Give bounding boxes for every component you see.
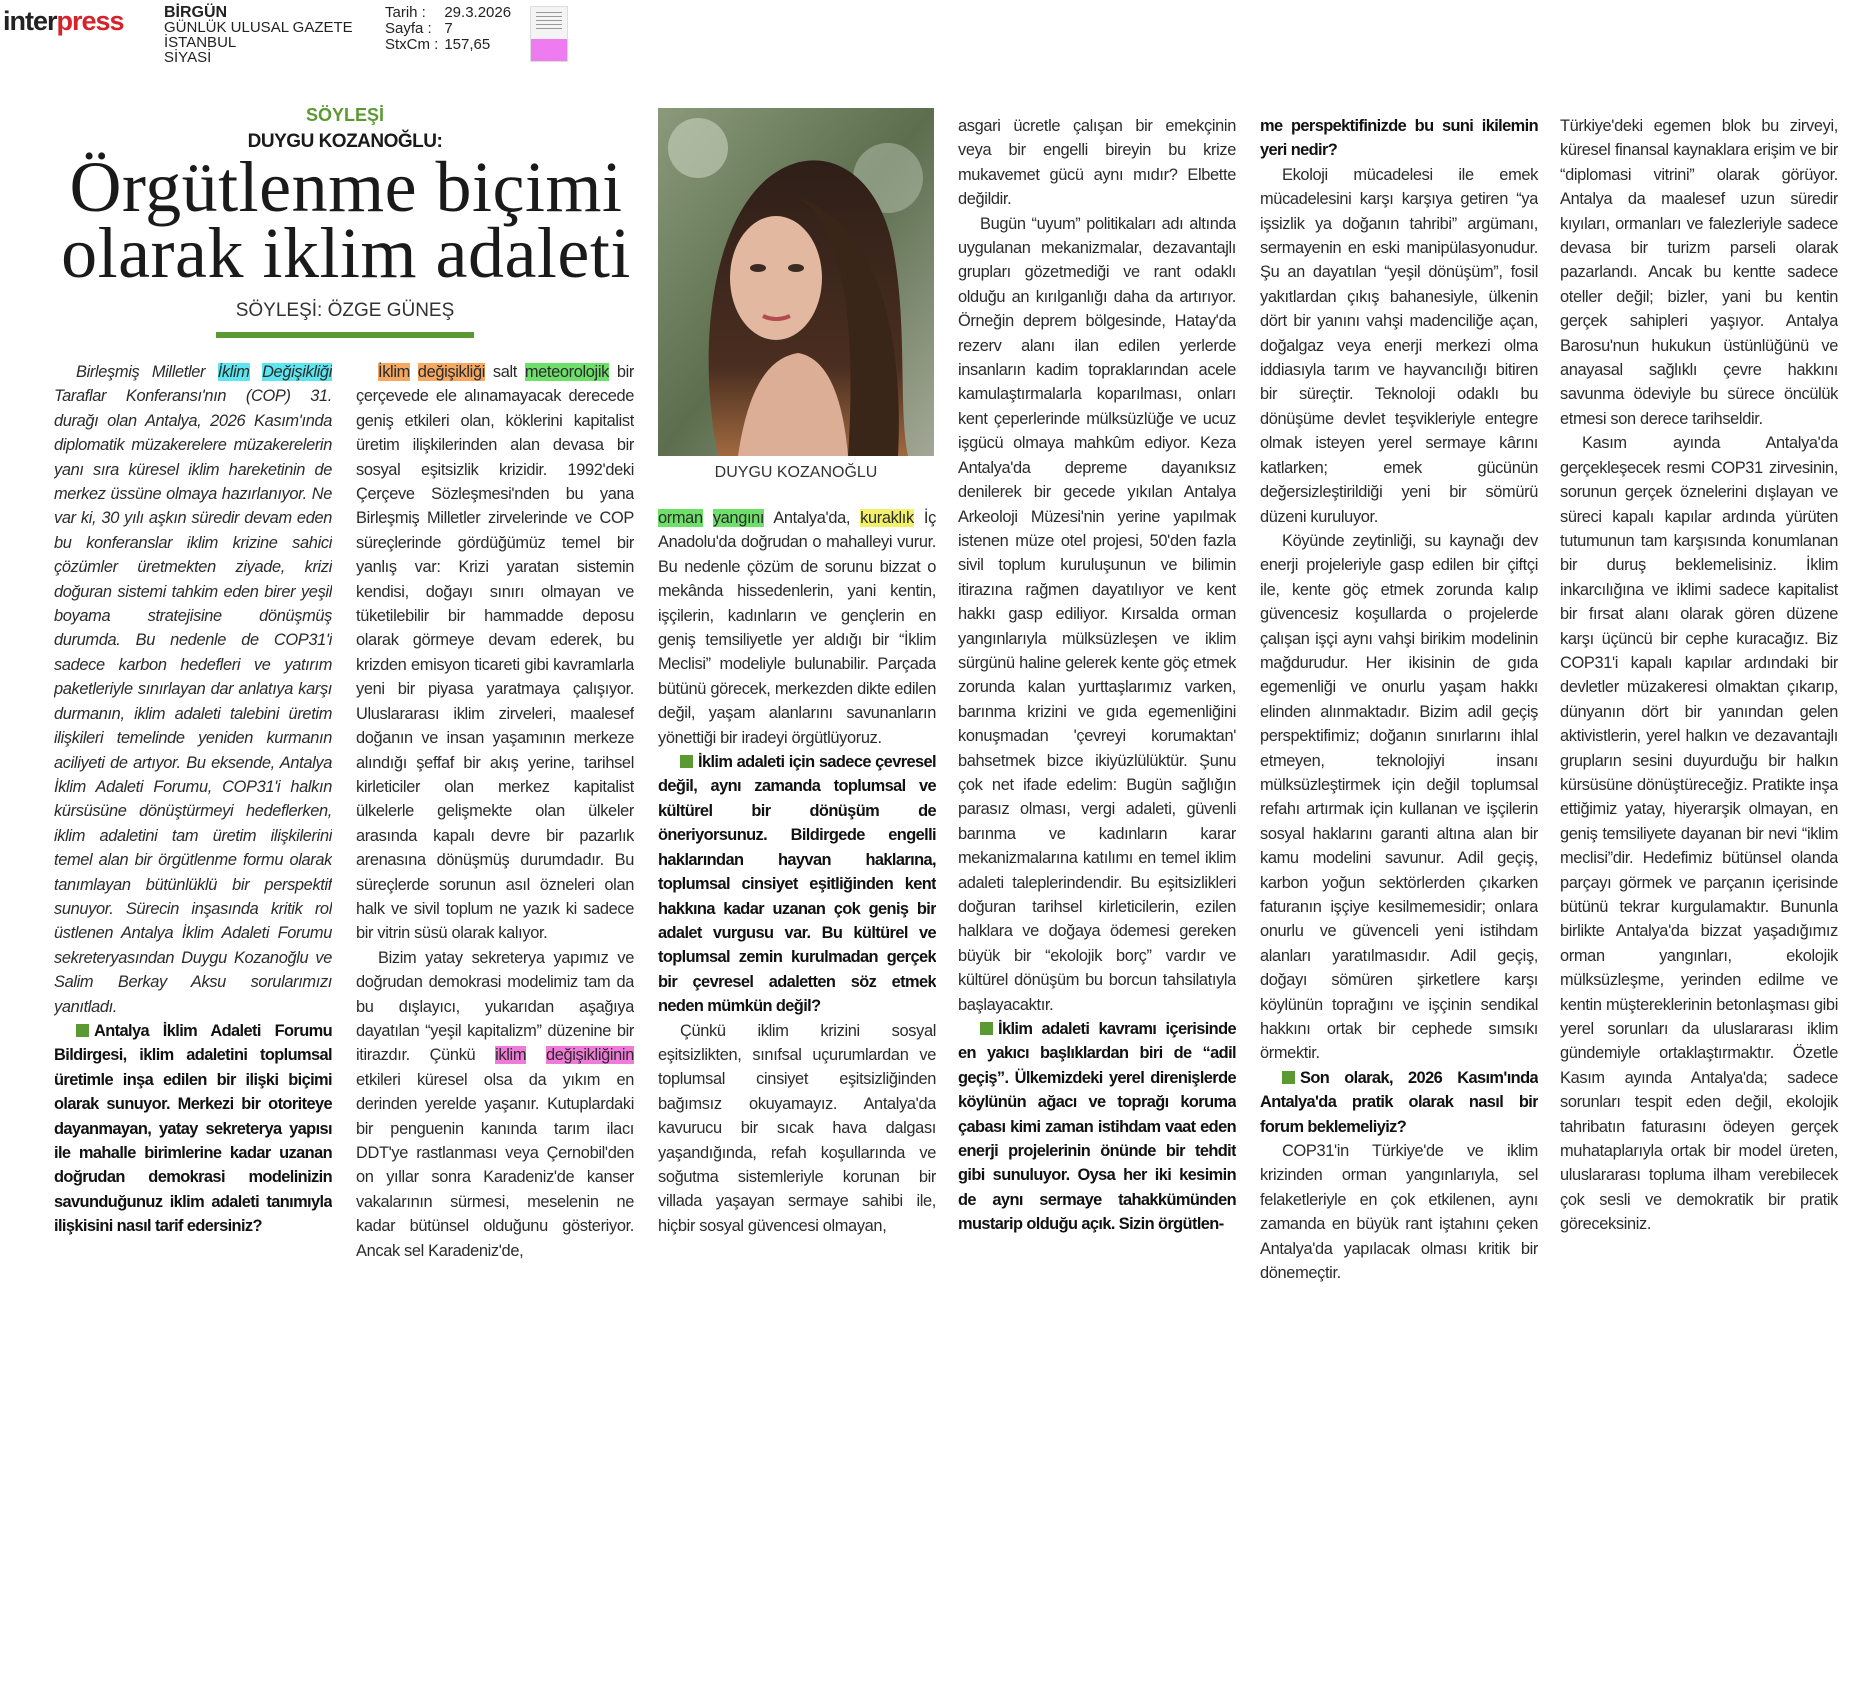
thumbnail-highlight xyxy=(531,39,567,61)
text-run xyxy=(526,1046,546,1064)
highlighted-term: Değişikliği xyxy=(262,363,332,381)
text-run: Bugün “uyum” politikaları adı altında uygulanan mekanizmalar, dezavantajlı grupları gözetmediği ve rant odaklı olduğu an kırılganlığı daha da artırıyor. Örneğin deprem bölgesinde, Hatay'da rezerv alanı ilan edilen yerlerde insanların kadim topraklarından acele kamulaştırmalarla koparılması, onları kent çeperlerinde mülksüzlüğe ve ucuz işgücü olmaya mahkûm ediyor. Keza Antalya'da depreme dayanıksız denilerek bir gecede yıkılan Antalya Arkeoloji Müzesi'nin yerine yapılmak istenen müze otel projesi, 50'den fazla sivil toplum kuruluşunun ve bilimin itirazına rağmen dayatılıyor ve kent hakkı gasp ediliyor. Kırsalda orman yangınlarıyla mülksüzleşen ve iklim sürgünü haline gelerek kente göç etmek zorunda kalan yurttaşlarımız varken, barınma krizini ve gıda egemenliğini konuşmadan 'çevreyi korumaktan' bahsetmek bizce ikiyüzlülüktür. Şunu çok net ifade edelim: Bugün sağlığın parasız olması, vergi adaleti, güvenli barınma ve kadınların karar mekanizmalarına katılımı en temel iklim adaleti taleplerindendir. Bu eşitsizlikleri doğuran tarihsel kirleticilerin, ezilen halklara ve doğaya ödemesi gereken büyük bir “ekolojik borç” vardır ve kültürel dönüşüm bu borcun tahsilatıyla başlayacaktır. xyxy=(958,214,1236,1014)
thumbnail-text-lines xyxy=(536,12,562,30)
text-run: Birleşmiş Milletler xyxy=(76,363,218,381)
highlighted-term: İklim xyxy=(378,363,410,381)
text-run: Türkiye'deki egemen blok bu zirveyi, küresel finansal kaynaklara erişim ve bir “diplomasi vitrini” olarak görüyor. Antalya da maalesef uzun süredir kıyıları, ormanları ve falezleriyle sadece devasa bir turizm parseli olarak pazarlandı. Ancak bu kentte sadece oteller değil; bizler, yani bu kentin gerçek sahipleri yaşıyor. Antalya Barosu'nun hukukun üstünlüğünü ve anayasal sağlıklı çevre hakkını savunma ödeviyle bu sürece öncülük etmesi son derece tarihseldir. xyxy=(1560,117,1838,428)
text-run: Taraflar Konferansı'nın (COP) 31. durağı olan Antalya, 2026 Kasım'ında diplomatik müzakerelere müzakerelerin yanı sıra küresel iklim hareketinin de merkez üssüne olmaya hazırlanıyor. Ne var ki, 30 yılı aşkın süredir devam eden bu konferanslar iklim krizine sahici çözümler üretmekten ziyade, krizi doğuran sistemi tahkim eden birer yeşil boyama stratejisine dönüşmüş durumda. Bu nedenle de COP31'i sadece karbon hedefleri ve yatırım paketleriyle sınırlayan dar anlatıya karşı durmanın, iklim adaleti talebini üretim ilişkileri temelinde yeniden kurmanın aciliyeti de artıyor. Bu eksende, Antalya İklim Adaleti Forumu, COP31'i halkın kürsüsüne dönüştürmeyi hedeflerken, iklim adaletini tam üretim ilişkilerini temel alan bir örgütlenme formu olarak tanımlayan bütünlüklü bir perspektif sunuyor. Sürecin inşasında kritik rol üstlenen Antalya İklim Adaleti Forumu sekreteryasından Duygu Kozanoğlu ve Salim Berkay Aksu sorularımızı yanıtladı. xyxy=(54,387,332,1016)
paragraph xyxy=(1560,431,1838,1236)
paragraph xyxy=(1260,529,1538,1066)
meta-label: StxCm : xyxy=(385,36,439,53)
text-run: asgari ücretle çalışan bir emekçinin veya bir engelli bireyin bu krize mukavemet gücü aynı mıdır? Elbette değildir. xyxy=(958,117,1236,209)
interviewee-name: DUYGU KOZANOĞLU: xyxy=(247,131,443,152)
text-run: Antalya'da, xyxy=(764,509,861,527)
paragraph xyxy=(658,1019,936,1239)
portrait-photo xyxy=(658,108,934,456)
question-marker-icon xyxy=(680,755,693,768)
paragraph xyxy=(958,114,1236,212)
logo-text-2: press xyxy=(56,6,124,36)
page-thumbnail[interactable] xyxy=(530,6,568,62)
text-run: İklim adaleti kavramı içerisinde en yakıcı başlıklardan biri de “adil geçiş”. Ülkemizdeki yerel direnişlerde köylünün ağacı ve toprağı koruma çabası kimi zaman istihdam vaat eden enerji projelerinin önünde bir tehdit gibi sunuluyor. Oysa her iki kesimin de aynı sermaye tahakkümünden mustarip olduğu açık. Sizin örgütlen- xyxy=(958,1020,1236,1234)
clip-meta xyxy=(385,5,517,53)
meta-label: Sayfa : xyxy=(385,20,432,37)
article-column-3 xyxy=(658,506,936,1687)
text-run: Ekoloji mücadelesi ile emek mücadelesini karşı karşıya getiren “ya işsizlik ya doğanın tahribi” argümanı, sermayenin en eski manipülasyonudur. Şu an dayatılan “yeşil dönüşüm”, fosil yakıtlardan çıkış bahanesiyle, ülkenin dört bir yanını vahşi madenciliğe açan, doğalgaz veya enerji merkezi olma iddiasıyla tarım ve hayvancılığı bitiren bir süreçtir. Teknoloji odaklı bu dönüşüme devlet teşvikleriyle entegre olmak isteyen yerel sermaye kârını katlarken; emek gücünün değersizleştirildiği yeni bir sömürü düzeni kuruluyor. xyxy=(1260,165,1538,526)
byline: SÖYLEŞİ: ÖZGE GÜNEŞ xyxy=(235,300,455,321)
green-rule xyxy=(216,332,474,338)
article-column-6 xyxy=(1560,114,1838,1295)
meta-value: 7 xyxy=(444,20,453,37)
publication-name: BİRGÜN xyxy=(164,4,228,21)
meta-stxcm xyxy=(385,37,517,53)
paragraph xyxy=(356,946,634,1263)
interpress-logo xyxy=(3,6,124,37)
meta-value: 29.3.2026 xyxy=(444,4,512,21)
text-run: Son olarak, 2026 Kasım'ında Antalya'da pratik olarak nasıl bir forum beklemeliyiz? xyxy=(1260,1068,1538,1136)
meta-date xyxy=(385,5,517,21)
question-marker-icon xyxy=(980,1022,993,1035)
text-run xyxy=(703,509,713,527)
logo-text-1: inter xyxy=(3,6,57,36)
highlighted-term: orman xyxy=(658,509,703,527)
highlighted-term: değişikliğinin xyxy=(545,1046,634,1065)
highlighted-term: değişikliği xyxy=(417,363,486,381)
interview-question xyxy=(658,750,936,1018)
paragraph xyxy=(1260,163,1538,529)
publication-city: İSTANBUL xyxy=(164,34,237,51)
text-run: Bizim yatay sekreterya yapımız ve doğrudan demokrasi modelimiz tam da bu dışlayıcı, yukarıdan aşağıya dayatılan “yeşil kapitalizm” düzenine bir itirazdır. Çünkü xyxy=(356,948,634,1065)
article-column-4 xyxy=(958,114,1236,1295)
paragraph xyxy=(958,212,1236,1017)
highlighted-term: İklim xyxy=(217,363,250,381)
publication-category: SİYASİ xyxy=(164,49,212,66)
text-run: salt xyxy=(485,363,525,381)
text-run: me perspektifinizde bu suni ikilemin yeri nedir? xyxy=(1260,117,1538,160)
text-run: İklim adaleti için sadece çevresel değil, aynı zamanda toplumsal ve kültürel bir dönüşüm de öneriyorsunuz. Bildirgede engelli haklarından hayvan haklarına, toplumsal cinsiyet eşitliğinden kent hakkına kadar uzanan çok geniş bir adalet vurgusu var. Bu kültürel ve toplumsal zemin kurulmadan gerçek bir çevresel adaletten söz etmek neden mümkün değil? xyxy=(658,753,936,1016)
paragraph xyxy=(658,506,936,750)
meta-label: Tarih : xyxy=(385,4,426,21)
paragraph xyxy=(1260,1139,1538,1285)
text-run: Antalya İklim Adaleti Forumu Bildirgesi, iklim adaletini toplumsal üretimle inşa edilen bir ilişki biçimi olarak sunuyor. Merkezi bir otoriteye dayanmayan, yatay sekreterya yapısı ile mahalle birimlerine kadar uzanan doğrudan demokrasi modelinizin savunduğunuz iklim adaleti tanımıyla ilişkisini nasıl tarif edersiniz? xyxy=(54,1021,332,1236)
article-column-5 xyxy=(1260,114,1538,1295)
article-column-2 xyxy=(356,360,634,1541)
text-run: etkileri küresel olsa da yıkım en derinden yerelde yaşanır. Kutuplardaki bir penguenin kanında tarım ilacı DDT'ye rastlanması veya Çernobil'den on yıllar sonra Karadeniz'de kanser vakalarının sürmesi, meselenin ne kadar bütünsel olduğunu gösteriyor. Ancak sel Karadeniz'de, xyxy=(356,1070,634,1260)
headline-line-1: Örgütlenme biçimi xyxy=(69,147,623,227)
interview-question xyxy=(54,1019,332,1239)
text-run: COP31'in Türkiye'de ve iklim krizinden orman yangınlarıyla, sel felaketleriyle en çok etkilenen, aynı zamanda en büyük rant iştahını çeken Antalya'da yapılacak olması kritik bir dönemeçtir. xyxy=(1260,1142,1538,1283)
question-marker-icon xyxy=(76,1024,89,1037)
publication-type: GÜNLÜK ULUSAL GAZETE xyxy=(164,19,353,36)
highlighted-term: iklim xyxy=(495,1046,527,1065)
interview-question xyxy=(1260,1066,1538,1139)
meta-value: 157,65 xyxy=(444,36,491,53)
meta-page xyxy=(385,21,517,37)
question-marker-icon xyxy=(1282,1071,1295,1084)
publication-info xyxy=(164,5,353,65)
text-run xyxy=(250,363,263,381)
text-run: Çünkü iklim krizini sosyal eşitsizlikten, sınıfsal uçurumlardan ve toplumsal cinsiyet eşitsizliğinden bağımsız okuyamayız. Antalya'da kavurucu bir sıcak hava dalgası yaşandığında, refah koşullarında ve soğutma sistemleriyle korunan bir villada yaşayan sermaye sahibi ile, hiçbir sosyal güvencesi olmayan, xyxy=(658,1021,936,1235)
interview-question xyxy=(1260,114,1538,163)
paragraph xyxy=(1560,114,1838,431)
photo-caption: DUYGU KOZANOĞLU xyxy=(714,464,878,481)
headline-line-2: olarak iklim adaleti xyxy=(61,213,631,293)
text-run: İç Anadolu'da doğrudan o mahalleyi vurur. Bu nedenle çözüm de sorunu bizzat o mekânda hissedenlerin, yani kentin, işçilerin, kadınların ve gençlerin en geniş temsiliyetle yer aldığı bir “İklim Meclisi” modeliyle bulunabilir. Parçada bütünü görecek, merkezden dikte edilen değil, yaşam alanlarını savunanların yönettiği bir iradeyi örgütlüyoruz. xyxy=(658,509,936,747)
interview-question xyxy=(958,1017,1236,1237)
article-column-1 xyxy=(54,360,332,1541)
kicker: SÖYLEŞİ xyxy=(305,105,385,125)
text-run xyxy=(410,363,418,381)
text-run: Köyünde zeytinliği, su kaynağı dev enerji projeleriyle gasp edilen bir çiftçi ile, kente göç etmek zorunda kalıp güvencesiz koşullarda o projelerde çalışan işçi aynı vahşi birikim modelinin mağdurudur. Her ikisinin de gıda egemenliği ve onurlu yaşam hakkı elinden alınmaktadır. Bizim adil geçiş perspektifimiz; doğanın sınırlarını ihlal etmeyen, teknolojiyi insanı mülksüzleştirmek için değil toplumsal refahı artırmak için kullanan ve işçilerin sosyal haklarını garanti altına alan bir kamu modelini savunur. Adil geçiş, karbon yoğun sektörlerden çıkarken faturanın işçiye kesilmemesidir; onlara onurlu ve güvenceli yeni istihdam alanları yaratılmasıdır. Adil geçiş, doğayı sömüren şirketlere karşı köylünün toprağını ve işçinin sendikal hakkını ortak bir cephede sımsıkı örmektir. xyxy=(1260,531,1538,1063)
highlighted-term: meteorolojik xyxy=(524,363,609,381)
highlighted-term: kuraklık xyxy=(860,509,914,527)
text-run: Kasım ayında Antalya'da gerçekleşecek resmi COP31 zirvesinin, sorunun gerçek öznelerini dışlayan ve süreci kapalı kapılar ardında yürüten tutumunun tam karşısında konumlanan bir duruş beklemelisiniz. İklim inkarcılığına ve iklimi sadece kapitalist bir fırsat alanı olarak gören düzene karşı üçüncü bir cephe kuracağız. Biz COP31'i kapalı kapılar ardındaki bir devletler müzakeresi olmaktan çıkarıp, dünyanın dört bir yanından gelen aktivistlerin, yerel halkın ve dezavantajlı grupların sesini duyurduğu bir halkın kürsüsüne dönüştüreceğiz. Pratikte inşa ettiğimiz yatay, hiyerarşik olmayan, en geniş temsiliyete dayanan bir nevi “iklim meclisi”dir. Hedefimiz bütünsel olanda parçayı görmek ve parçanın içerisinde bütünü tekrar kurgulamaktır. Bununla birlikte Antalya'da bizzat yaşadığımız orman yangınları, ekolojik mülksüzleşme, yerinden edilme ve kentin müştereklerinin betonlaşması gibi yerel sorunları da uluslararası iklim gündemiyle ortaklaştırmaktır. Özetle Kasım ayında Antalya'da; sadece sorunları tespit eden değil, ekolojik tahribatın faturasını ödeyen gerçek muhataplarıyla ortak bir model üreten, uluslararası topluma ilham verebilecek çok sesli ve demokratik bir pratik göreceksiniz. xyxy=(1560,434,1838,1234)
paragraph xyxy=(356,360,634,946)
text-run: bir çerçevede ele alınamayacak derecede geniş etkileri olan, köklerini kapitalist üretim ilişkilerinden alan devasa bir sosyal eşitsizlik krizidir. 1992'deki Çerçeve Sözleşmesi'nden bu yana Birleşmiş Milletler zirvelerinde ve COP süreçlerinde gördüğümüz temel bir yanlış var: Krizi yaratan sistemin kendisi, doğayı sınırı olmayan ve tüketilebilir bir hammadde deposu olarak görmeye devam ederek, bu krizden emisyon ticareti gibi kavramlarla yeni bir piyasa yaratmaya çalışıyor. Uluslararası iklim zirveleri, maalesef doğanın ve insan yaşamının merkeze alındığı şeffaf bir akış yerine, tarihsel kirleticiler olan merkez kapitalist ülkelerle gelişmekte olan ülkeler arasında kapalı devre bir pazarlık arenasına dönüşmüş durumdadır. Bu süreçlerde sorunun asıl özneleri olan halk ve sivil toplum ne yazık ki sadece bir vitrin süsü olarak kalıyor. xyxy=(356,363,634,943)
highlighted-term: yangını xyxy=(712,509,765,527)
paragraph xyxy=(54,360,332,1019)
headline xyxy=(56,147,636,293)
